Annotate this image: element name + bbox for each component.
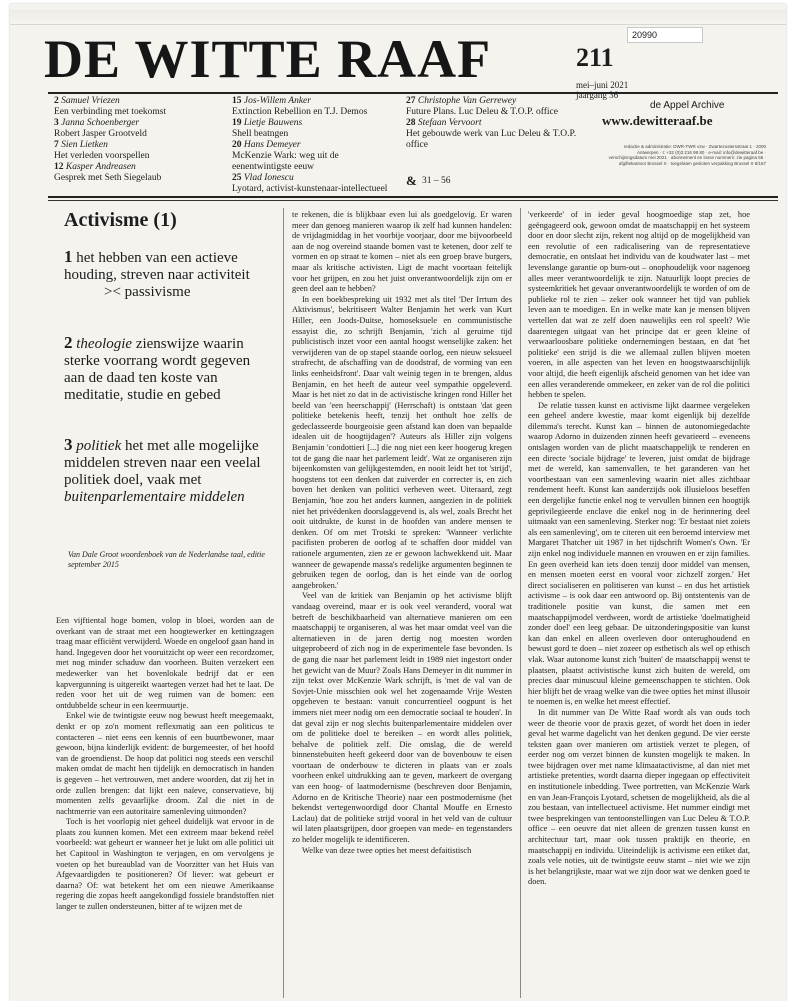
column-divider-1 xyxy=(283,208,284,998)
contents-author: Lietje Bauwens xyxy=(243,118,303,128)
archive-sticker: 20990 xyxy=(627,27,703,43)
definition-number: 3 xyxy=(64,435,73,454)
website-url[interactable]: www.dewitteraaf.be xyxy=(602,113,713,128)
contents-title: McKenzie Wark: weg uit de eenentwintigste eeuw xyxy=(232,151,339,172)
issue-date: mei–juni 2021 xyxy=(576,80,629,90)
contents-entry xyxy=(54,162,224,184)
definition-text: het hebben van een actieve houding, streven naar activiteit xyxy=(64,250,250,283)
article-paragraph: 'verkeerde' of in ieder geval hoogmoedige stap zet, hoe geëngageerd ook, gewoon omdat de maatschappij en het systeem door en door slecht zijn, rekent nog altijd op de mogelijkheid van een revolutie of een radicalisering van de representatieve democratie, en ontslaat het individu van de koudwater last – met levenslange garantie op burn-out – onophoudelijk voor nagenoeg alles meer verantwoordelijk te zijn. Natuurlijk loopt precies de systeemkritiek het gevaar onverantwoordelijk te worden of om de publieke rol te zien – zeker ook wanneer het tijd van publiek leven aan te moedigen. En in welke mate kan je mensen blijven vertellen dat wat ze zelf doen nauwelijks een rol speelt? Wie daarentegen uitgaat van het principe dat er geen kleine of verwaarloosbare politieke ondernemingen bestaan, en dat 'het politieke' een strijd is die we allemaal zullen blijven moeten voeren, in alle aspecten van het leven en hoogstwaarschijnlijk voor altijd, die heeft eigenlijk afscheid genomen van het idee van een alles veranderende ommekeer, en zeker van de rol die politici hebben te spelen. xyxy=(528,210,750,400)
issue-volume: jaargang 36 xyxy=(576,90,619,100)
contents-column-2 xyxy=(232,96,397,195)
column-divider-2 xyxy=(520,208,521,998)
article-column-3 xyxy=(528,210,750,998)
masthead-rule xyxy=(48,92,778,94)
definition-tail: buitenparlementaire middelen xyxy=(64,489,245,505)
article-paragraph: Toch is het voorlopig niet geheel duidelijk wat ervoor in de plaats zou kunnen komen. Met een extreem maar bekend reëel voorbeeld: wat gebeurt er wanneer het je lukt om alle politici uit het Capitool in Washington te verjagen, en om vervolgens je voeten op het bureaublad van de Voorzitter van het Huis van Afgevaardigden te positioneren? Of liever: wat gebeurt er daarna? Of: wat betekent het om een nieuwe Amerikaanse regering die zopas heeft aangekondigd fossiele brandstoffen niet langer te zullen ondersteunen, bitter af te wijzen met de xyxy=(56,817,274,912)
contents-author: Vlad Ionescu xyxy=(243,173,294,183)
issue-meta xyxy=(576,80,628,100)
contents-page-number: 2 xyxy=(54,96,62,106)
contents-page-number: 12 xyxy=(54,162,66,172)
contents-page-number: 7 xyxy=(54,140,62,150)
contents-entry xyxy=(232,118,397,140)
contents-rule xyxy=(48,196,778,198)
ampersand-mark: & xyxy=(406,173,417,188)
contents-author: Christophe Van Gerrewey xyxy=(417,96,517,106)
contents-page-number: 20 xyxy=(232,140,244,150)
article-paragraph: Enkel wie de twintigste eeuw nog bewust heeft meegemaakt, denkt er op zo'n moment reflexmatig aan een politicus te contacteren – niet eens een kennis of een buurtbewoner, maar gewoon, bijna kinderlijk evident: de burgemeester, of het hoofd van de groendienst. De hoop dat politici nog steeds een verschil maken omdat de macht hen tijdelijk en democratisch in handen is gegeven – het vertrouwen, met andere woorden, dat zij het in orde zullen brengen: dat lijkt een naïeve, conservatieve, bij momenten zelfs gevaarlijke droom. Zal die niet in de nachtmerrie van een autoritaire samenleving uitmonden? xyxy=(56,711,274,816)
contents-page-number: 25 xyxy=(232,173,244,183)
archive-label: de Appel Archive xyxy=(650,100,725,111)
newspaper-page xyxy=(10,4,786,1001)
contents-entry xyxy=(54,140,224,162)
contents-entry xyxy=(232,140,397,173)
article-paragraph: te rekenen, die is blijkbaar even lui als goedgelovig. Er waren meer dan genoeg manieren waarop ik zelf had kunnen handelen: de vrijdagmiddag in het voorbije voorjaar, door me bijvoorbeeld aan de nog overeind staande bomen vast te ketenen, door zelf te vormen en op straat te komen – niet als een groep brave burgers, maar als kritische activisten. Ligt de macht voortaan feitelijk voor het grijpen, en zou het juist onverantwoordelijk zijn om er geen deel aan te hebben? xyxy=(292,210,512,294)
article-paragraph: In een boekbespreking uit 1932 met als titel 'Der Irrtum des Aktivismus', bekritiseert Walter Benjamin het werk van Kurt Hiller, een Joods-Duitse, homoseksuele en communistische essayist die, zo schrijft Benjamin, 'zich al geruime tijd publicistisch inzet voor een aantal hoogst wenselijke zaken: het verwijderen van de op stapel staande oorlog, een nieuw seksueel strafrecht, de afschaffing van de doodstraf, de vorming van een links eenheidsfront'. Daar valt weinig tegen in te brengen, aldus Benjamin, en het heeft de auteur veel sympathie opgeleverd. Maar is het niet zo dat in de activistische kringen rond Hiller het beeld van 'een heerschappij' (Herrschaft) is ontstaan 'dat geen politieke betekenis heeft, tenzij het onthult hoe zelfs de gedeclasseerde bourgeoisie geen afstand kan doen van bepaalde idealen uit de hoogtijdagen'? Auteurs als Hiller zijn volgens Benjamin 'condottieri [...] die nog niet een keer hoogerug kregen tot de gang die naar het parlement leidt'. Wat ze organiseren zijn bijeenkomsten van gelijkgestemden, en nooit leidt het tot 'strijd', hoogstens tot een denken dat zuiverder en correcter is, en zich boven het denken van politici verheven weet. Uiteraard, zegt Benjamin, 'hoe zou het anders kunnen, aangezien in de politiek niet het privédenken doorslaggevend is, als wel, zoals Brecht het ooit uitdrukte, de kunst in de hoofden van andere mensen te denken. Of om met Trotski te spreken: 'Wanneer verlichte pacifisten proberen de oorlog af te schaffen door middel van rationele argumenten, zien ze er gewoon lachwekkend uit. Maar wanneer de gewapende massa's redelijke argumenten beginnen te gebruiken tegen de oorlog, dan is het einde van de oorlog aangebroken.' xyxy=(292,294,512,590)
contents-title: Robert Jasper Grootveld xyxy=(54,129,147,139)
contents-author: Jos-Willem Anker xyxy=(243,96,311,106)
contents-title: Shell beatngen xyxy=(232,129,289,139)
contents-column-1 xyxy=(54,96,224,184)
contents-page-number: 19 xyxy=(232,118,244,128)
contents-page-number: 3 xyxy=(54,118,62,128)
contents-author: Samuel Vriezen xyxy=(61,96,120,106)
definition-2 xyxy=(64,334,274,404)
dictionary-source: Van Dale Groot woordenboek van de Nederlandse taal, editie september 2015 xyxy=(68,550,265,569)
article-paragraph: De relatie tussen kunst en activisme lijkt daarmee vergeleken een geheel andere kwestie, maar komt eigenlijk bij dezelfde dilemma's terecht. Kunst kan – binnen de autonomiegedachte waarop Adorno in duizenden zinnen heeft gevarieerd – eveneens ontslagen worden van de plicht maatschappelijk te renderen en een directe 'sociale bijdrage' te leveren, juist omdat de bijdrage met de wereld, kan samenvallen, te het garanderen van het voortbestaan van een samenleving waarin niet alles zichtbaar rendement heeft. Kunst kan aanderzijds ook illusieloos beseffen een dergelijke functie enkel nog te vervullen binnen een hoogtijk geprivilegieerde enclave die enkel nog in de herinnering deel uitmaakt van een samenleving. Sterker nog: 'Er bestaat niet zoiets als een samenleving', om te citeren uit een beroemd interview met Margaret Thatcher uit 1987 in het tijdschrift Women's Own. 'Er zijn enkel nog individuele mannen en vrouwen en er zijn families. En geen overheid kan iets doen tenzij door middel van mensen, en mensen moeten eerst en vooral voor zichzelf zorgen.' Het direct socialiseren en politiseren van kunst – en dus het artistiek activisme – is ook daar een antwoord op. Bij ontstentenis van de traditionele positie van kunst, die samen met een maatschappijmodel verdween, wordt de artistieke 'doelmatigheid zonder doel' een leeg gebaar. De uitzonderingspositie van kunst kan dan enkel en alleen overleven door onterughoudend en bewust gord te doen – niet zozeer op esthetisch als wel op ethisch vlak. Waar autonome kunst zich 'buiten' de maatschappij wenst te plaatsen, plaatst activistische kunst zich buiten de wereld, om precies daar minuscuul kleine gemeenschappen te stichten. Ook hier blijft het de vraag welke van die twee opties het minst illusoir te noemen is, en welke het meest effectief. xyxy=(528,400,750,707)
contents-title: Gesprek met Seth Siegelaub xyxy=(54,173,162,183)
contents-title: Lyotard, activist-kunstenaar-intellectueel xyxy=(232,184,388,194)
colophon: redactie & administratie: DWR-TWR vzw · Zwartezustersstraat 1 · 2000 Antwerpen · t: +32 (0)3 216 98 80 · e-mail: info@dewitteraaf.be · verschijningsdatum mei 2021 · abonnement en losse nummers: zie pagina 56 · afgiftekantoor Brussel X · toegelaten gesloten verpakking Brussel X 8/167 xyxy=(608,144,766,166)
definition-3 xyxy=(64,436,274,506)
contents-page-number: 15 xyxy=(232,96,244,106)
pages-range: 31 – 56 xyxy=(422,176,451,186)
contents-title: Extinction Rebellion en T.J. Demos xyxy=(232,107,368,117)
article-paragraph: Een vijftiental hoge bomen, volop in bloei, worden aan de overkant van de straat met een hoogtewerker en kettingzagen traag maar efficiënt verwijderd. Woede en ongeloof gaan hand in hand. Ingegeven door het vooruitzicht op weer een recordzomer, met nog minder schaduw dan voorheen. Buiten verzekert een medewerker van het bovenlokale bedrijf dat er een kapvergunning is uitgereikt waartegen verzet had het te laat. De reden voor het uit de weg ruimen van de bomen: een ontdubbelde scheur in een keermuurtje. xyxy=(56,616,274,710)
definition-text: het met alle mogelijke middelen streven naar een veelal politiek doel, vaak met xyxy=(64,438,261,488)
definition-text: zienswijze waarin sterke voorrang wordt gegeven aan de daad ten koste van meditatie, studie en gebed xyxy=(64,336,251,403)
definition-domain: theologie xyxy=(76,336,133,352)
contents-author: Kasper Andreasen xyxy=(65,162,136,172)
masthead: DE WITTE RAAF xyxy=(44,29,492,89)
contents-author: Hans Demeyer xyxy=(243,140,301,150)
definition-1 xyxy=(64,248,274,301)
contents-author: Stefaan Vervoort xyxy=(417,118,482,128)
article-title: Activisme (1) xyxy=(64,209,177,231)
contents-title: Het verleden voorspellen xyxy=(54,151,150,161)
definition-number: 1 xyxy=(64,247,73,266)
contents-entry xyxy=(232,173,397,195)
issue-number: 211 xyxy=(576,43,614,72)
contents-entry xyxy=(232,96,397,118)
contents-entry xyxy=(54,118,224,140)
article-paragraph: Veel van de kritiek van Benjamin op het activisme blijft vandaag overeind, maar er is ook veel veranderd, vooral wat betreft de beschikbaarheid van alternatieve manieren om een maatschappij te organiseren, al was het maar omdat veel van die alternatieven in de jaren dertig nog moesten worden uitgeprobeerd of zich nog in de experimentele fase bevonden. Is de gang die naar het parlement leidt in 1989 niet ingestort onder het gewicht van de Muur? Zoals Hans Demeyer in dit nummer in zijn tekst over McKenzie Wark schrijft, is 'met de val van de Sovjet-Unie misschien ook wel het zogenaamde Vrije Westen opgeheven te bestaan: vanuit concurrentieel oogpunt is het immers niet meer nodig om een democratie sociaal te houden'. In dat geval zijn er nog slechts buitenparlementaire middelen over om de politieke doel te bereiken – en wordt alles politiek, behalve de politiek zelf. Die omslag, die de wereld binnenstebuiten heeft gekeerd door van de bovenbouw te eisen voortaan de onderbouw te dicteren in plaats van er zoals voorheen enkel uitdrukking aan te geven, markeert de overgang van een hoog- of laatmodernisme (beschreven door Benjamin, Adorno en de Kritische Theorie) naar een postmodernisme (het bekendst vertegenwoordigd door Chantal Mouffe en Ernesto Laclau) dat de politieke strijd vooral in het veld van de cultuur wil laten plaatsgrijpen, door groepen van mede- en tegenstanders zo helder mogelijk te identificeren. xyxy=(292,591,512,845)
article-column-1 xyxy=(56,616,274,996)
contents-title: Een verbinding met toekomst xyxy=(54,107,167,117)
contents-entry xyxy=(54,96,224,118)
contents-entry xyxy=(406,96,581,118)
article-paragraph: Welke van deze twee opties het meest defaitistisch xyxy=(302,845,472,855)
contents-page-number: 28 xyxy=(406,118,418,128)
contents-entry xyxy=(406,118,581,151)
contents-author: Janna Schoenberger xyxy=(61,118,140,128)
contents-title: Het gebouwde werk van Luc Deleu & T.O.P. office xyxy=(406,129,577,150)
article-paragraph: In dit nummer van De Witte Raaf wordt als van ouds toch weer de theorie voor de praxis gezet, of wordt het doen in ieder geval het warme dagelicht van het denken gegund. De vier eerste teksten gaan over manieren om artistiek verzet te plegen, of eerder nog om verzet binnen de kunsten mogelijk te maken. In twee bijdragen over met name klimaatactivisme, al dan niet met artistieke pretenties, wordt daarna dieper ingegaan op effectiviteit en institutionele inbedding. Twee portretten, van McKenzie Wark en van Jean-François Lyotard, schetsen de mogelijkheid, als die al zou bestaan, van intellectueel activisme. Het nummer eindigt met twee besprekingen van tentoonstellingen van Luc Deleu & T.O.P. office – een oeuvre dat niet alleen de grenzen tussen kunst en architectuur tart, maar ook tussen praktijk en theorie, en maatschappij en individu. Uiteindelijk is activisme een etiket dat, zoals vele noties, uit de twintigste eeuw stamt – niet wie we zijn is het belangrijkste, maar wat we zijn door wat we denken goed te doen. xyxy=(528,707,750,887)
contents-title: Future Plans. Luc Deleu & T.O.P. office xyxy=(406,107,558,117)
paper-fold xyxy=(10,10,786,25)
contents-column-3 xyxy=(406,96,581,151)
contents-author: Sien Lietken xyxy=(61,140,108,150)
definition-number: 2 xyxy=(64,333,73,352)
article-column-2 xyxy=(292,210,512,998)
definition-antonym: >< passivisme xyxy=(104,284,191,300)
definition-domain: politiek xyxy=(76,438,122,454)
contents-rule-thin xyxy=(48,200,778,201)
contents-page-number: 27 xyxy=(406,96,418,106)
